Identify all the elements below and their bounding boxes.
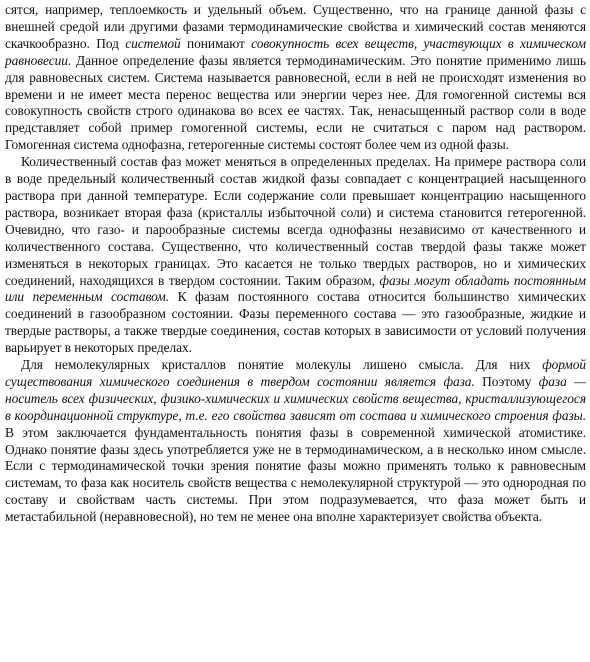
- emphasis-text: совокупность всех веществ, участвующих в химическом равновесии.: [5, 35, 586, 68]
- emphasis-text: формой существования химического соединения в твердом состоянии является фаза.: [5, 357, 586, 389]
- paragraph-nonmolecular-crystals: [5, 357, 586, 526]
- paragraph-phase-composition: [5, 154, 586, 357]
- text-run: Количественный состав фаз может меняться в определенных пределах. На примере раствора соли в воде предельный количественный состав жидкой фазы совпадает с концентрацией насыщенного раствора при данной температуре. Если содержание соли превышает концентрацию насыщенного раствора, возникает вторая фаза (кристаллы избыточной соли) и система становится гетерогенной. Очевидно, что газо- и парообразные системы всегда однофазны независимо от качественного и количественного состава. Существенно, что количественный состав твердой фазы также может изменяться в некоторых границах. Это касается не только твердых растворов, но и химических соединений, находящихся в твердом состоянии. Таким образом,: [5, 154, 586, 288]
- paragraph-system-definition: [5, 2, 586, 154]
- text-run: Поэтому: [474, 373, 539, 389]
- emphasis-text: системой: [125, 35, 181, 51]
- text-run: К фазам постоянного состава относится большинство химических соединений в газообразном состоянии. Фазы переменного состава — это газообразные, жидкие и твердые растворы, а также твердые соединения, состав которых в зависимости от условий получения варьирует в некоторых пределах.: [5, 289, 586, 356]
- text-run: сятся, например, теплоемкость и удельный объем. Существенно, что на границе данной фазы с внешней средой или другими фазами термодинамические свойства и химический состав меняются скачкообразно. Под: [5, 2, 586, 51]
- text-run: Данное определение фазы является термодинамическим. Это понятие применимо лишь для равновесных систем. Система называется равновесной, если в ней не происходят изменения во времени и не имеет места перенос вещества или энергии через нее. Для гомогенной системы вся совокупность свойств строго одинакова во всех ее частях. Так, ненасыщенный раствор соли в воде представляет собой пример гомогенной системы, если не считаться с паром над раствором. Гомогенная система однофазна, гетерогенные системы состоят более чем из одной фазы.: [5, 52, 586, 153]
- text-run: В этом заключается фундаментальность понятия фазы в современной химической атомистике. Однако понятие фазы здесь употребляется уже не в термодинамическом, а в несколько ином смысле. Если с термодинамической точки зрения понятие фазы можно применять только к равновесным системам, то фаза как носитель свойств вещества с немолекулярной структурой — это однородная по составу и свойствам часть системы. При этом подразумевается, что фаза может быть и метастабильной (неравновесной), но тем не менее она вполне характеризует свойства объекта.: [5, 424, 586, 525]
- emphasis-text: фазы могут обладать постоянным или переменным составом.: [5, 272, 586, 305]
- text-run: Для немолекулярных кристаллов понятие молекулы лишено смысла. Для них: [21, 357, 543, 373]
- emphasis-text: фаза — носитель всех физических, физико-химических и химических свойств вещества, кристаллизующегося в координационной структуре, т.е. его свойства зависят от состава и химического строения фазы.: [5, 373, 587, 423]
- text-run: понимают: [180, 35, 252, 51]
- document-page: [5, 2, 586, 660]
